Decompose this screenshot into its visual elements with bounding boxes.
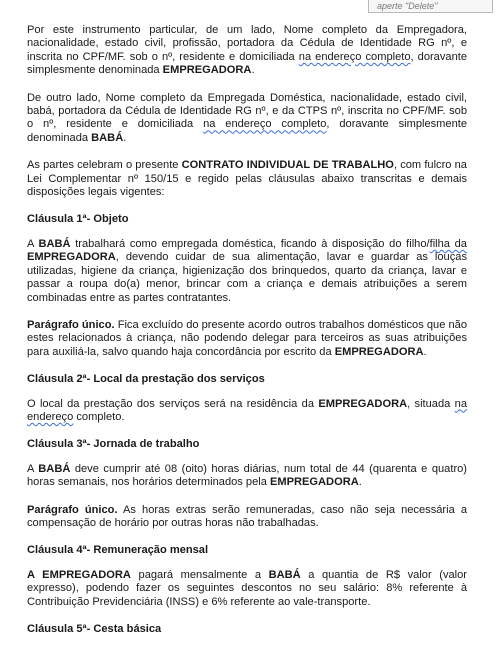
clause-3-sole-paragraph: Parágrafo único. As horas extras serão remuneradas, caso não seja necessária a compensação de horário por outras horas não trabalhadas. (27, 503, 467, 529)
clause-3-title: Cláusula 3ª- Jornada de trabalho (27, 438, 200, 451)
clause-3-body: A BABÁ deve cumprir até 08 (oito) horas diárias, num total de 44 (quarenta e quatro) horas semanais, nos horários determinados pela EMPREGADORA. (27, 462, 467, 489)
clause-2-title: Cláusula 2ª- Local da prestação dos serviços (27, 373, 265, 386)
clause-4-title: Cláusula 4ª- Remuneração mensal (27, 544, 209, 557)
clause-5-title: Cláusula 5ª- Cesta básica (27, 623, 162, 635)
address-field[interactable]: na endereço completo (298, 50, 411, 63)
clause-1-body: A BABÁ trabalhará como empregada doméstica, ficando à disposição do filho/filha da EMPREGADORA, devendo cuidar de sua alimentação, lavar e guardar as louças utilizadas, higiene da criança, higienização dos brinquedos, quarto da criança, lavar e passar a roupa do(a) menor, brincar com a criança e demais atribuições a serem combinadas entre as partes contratantes. (27, 237, 467, 304)
clause-2-body: O local da prestação dos serviços será na residência da EMPREGADORA, situada na endereço completo. (27, 397, 467, 423)
child-field[interactable]: filha da (429, 237, 467, 250)
intro-paragraph-contract: As partes celebram o presente CONTRATO INDIVIDUAL DE TRABALHO, com fulcro na Lei Complementar nº 150/15 e regido pelas cláusulas abaixo transcritas e demais disposições legais vigentes: (27, 159, 467, 199)
clause-4-body: A EMPREGADORA pagará mensalmente a BABÁ a quantia de R$ valor (valor expresso), podendo fazer os seguintes descontos no seu salário: 8% referente à Contribuição Previdenciária (INSS) e 6% referente ao vale-transporte. (27, 568, 467, 608)
address-field[interactable]: na endereço (27, 397, 467, 423)
clause-1-title: Cláusula 1ª- Objeto (27, 213, 129, 226)
clause-1-sole-paragraph: Parágrafo único. Fica excluído do presente acordo outros trabalhos domésticos que não estes relacionados à criança, não podendo delegar para terceiros as suas atribuições para auxiliá-la, salvo quando haja concordância por escrito da EMPREGADORA. (27, 318, 467, 358)
document-page (27, 24, 467, 647)
address-field[interactable]: na endereço completo (203, 118, 327, 131)
intro-paragraph-employer: Por este instrumento particular, de um lado, Nome completo da Empregadora, nacionalidade, estado civil, profissão, portadora da Cédula de Identidade RG nº, e inscrita no CPF/MF. sob o nº, residente e domiciliada na endereço completo, doravante simplesmente denominada EMPREGADORA. (27, 24, 467, 77)
delete-hint-text: aperte "Delete" (377, 1, 438, 11)
intro-paragraph-nanny: De outro lado, Nome completo da Empregada Doméstica, nacionalidade, estado civil, babá, portadora da Cédula de Identidade RG nº, e da CTPS nº, inscrita no CPF/MF. sob o nº, residente e domiciliada na endereço completo, doravante simplesmente denominada BABÁ. (27, 91, 468, 144)
delete-hint-box (368, 0, 493, 13)
